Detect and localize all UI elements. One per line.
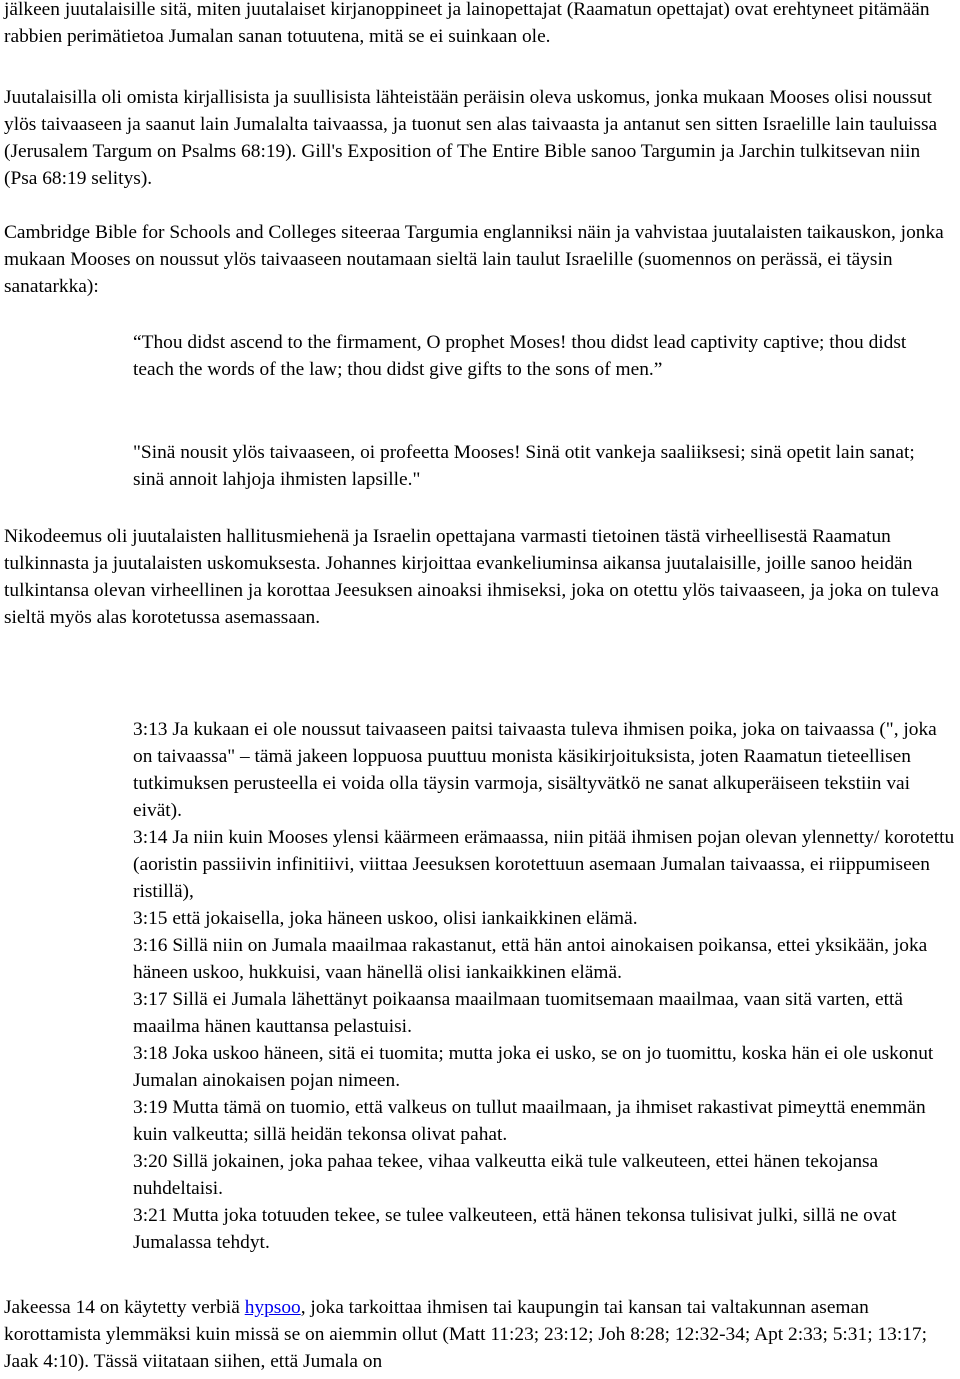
- verse-3-18: 3:18 Joka uskoo häneen, sitä ei tuomita; mutta joka ei usko, se on jo tuomittu, koska hän ei ole uskonut Jumalan ainokaisen pojan nimeen.: [133, 1043, 934, 1091]
- verse-3-15: 3:15 että jokaisella, joka häneen uskoo, olisi iankaikkinen elämä.: [133, 908, 638, 929]
- intro-paragraph-continued: jälkeen juutalaisille sitä, miten juutalaiset kirjanoppineet ja lainopettajat (Raamatun opettajat) ovat erehtyneet pitämään rabbien perimätietoa Jumalan sanan totuutena, mitä se ei suinkaan ole.: [4, 0, 930, 47]
- paragraph-hypsoo-start: Jakeessa 14 on käytetty verbiä: [4, 1297, 245, 1318]
- verse-3-20: 3:20 Sillä jokainen, joka pahaa tekee, vihaa valkeutta eikä tule valkeuteen, ettei hänen tekojansa nuhdeltaisi.: [133, 1151, 879, 1199]
- verse-3-21: 3:21 Mutta joka totuuden tekee, se tulee valkeuteen, että hänen tekonsa tulisivat julki, sillä ne ovat Jumalassa tehdyt.: [133, 1205, 897, 1253]
- hypsoo-link[interactable]: hypsoo: [244, 1297, 301, 1318]
- quote-finnish: "Sinä nousit ylös taivaaseen, oi profeetta Mooses! Sinä otit vankeja saaliiksesi; sinä opetit lain sanat; sinä annoit lahjoja ihmisten lapsille.": [133, 442, 915, 490]
- paragraph-nicodemus: Nikodeemus oli juutalaisten hallitusmiehenä ja Israelin opettajana varmasti tietoinen tästä virheellisestä Raamatun tulkinnasta ja juutalaisten uskomuksesta. Johannes kirjoittaa evankeliuminsa aikansa juutalaisille, joille sanoo heidän tulkintansa olevan virheellinen ja korottaa Jeesuksen ainoaksi ihmiseksi, joka on otettu ylös taivaaseen, ja joka on tuleva sieltä myös alas korotetussa asemassaan.: [4, 526, 939, 628]
- verse-3-17: 3:17 Sillä ei Jumala lähettänyt poikaansa maailmaan tuomitsemaan maailmaa, vaan sitä varten, että maailma hänen kauttansa pelastuisi.: [133, 989, 903, 1037]
- quote-english: “Thou didst ascend to the firmament, O prophet Moses! thou didst lead captivity captive; thou didst teach the words of the law; thou didst give gifts to the sons of men.”: [133, 332, 907, 380]
- verse-3-16: 3:16 Sillä niin on Jumala maailmaa rakastanut, että hän antoi ainokaisen poikansa, ettei yksikään, joka häneen uskoo, hukkuisi, vaan hänellä olisi iankaikkinen elämä.: [133, 935, 928, 983]
- paragraph-cambridge-bible: Cambridge Bible for Schools and Colleges siteeraa Targumia englanniksi näin ja vahvistaa juutalaisten taikauskon, jonka mukaan Mooses on noussut ylös taivaaseen noutamaan sieltä lain taulut Israelille (suomennos on perässä, ei täysin sanatarkka):: [4, 222, 944, 297]
- paragraph-hypsoo-rest: , joka tarkoittaa ihmisen tai kaupungin tai kansan tai valtakunnan aseman korottamista ylemmäksi kuin missä se on aiemmin ollut (Matt 11:23; 23:12; Joh 8:28; 12:32-34; Apt 2:33; 5:31; 13:17; Jaak 4:10). Tässä viitataan siihen, että Jumala on: [4, 1297, 927, 1372]
- verse-3-13: 3:13 Ja kukaan ei ole noussut taivaaseen paitsi taivaasta tuleva ihmisen poika, joka on taivaassa (", joka on taivaassa" – tämä jakeen loppuosa puuttuu monista käsikirjoituksista, joten Raamatun tieteellisen tutkimuksen perusteella ei voida olla täysin varmoja, sisältyvätkö ne sanat alkuperäiseen tekstiin vai eivät).: [133, 719, 937, 821]
- paragraph-jewish-belief: Juutalaisilla oli omista kirjallisista ja suullisista lähteistään peräisin oleva uskomus, jonka mukaan Mooses olisi noussut ylös taivaaseen ja saanut lain Jumalalta taivaassa, ja tuonut sen alas taivaasta ja antanut sen sitten Israelille lain tauluissa (Jerusalem Targum on Psalms 68:19). Gill's Exposition of The Entire Bible sanoo Targumin ja Jarchin tulkitsevan niin (Psa 68:19 selitys).: [4, 87, 938, 189]
- verse-list: [133, 716, 959, 1256]
- verse-3-14: 3:14 Ja niin kuin Mooses ylensi käärmeen erämaassa, niin pitää ihmisen pojan olevan ylennetty/ korotettu (aoristin passiivin infinitiivi, viittaa Jeesuksen korotettuun asemaan Jumalan taivaassa, ei riippumiseen ristillä),: [133, 827, 955, 902]
- paragraph-hypsoo: [4, 1294, 958, 1375]
- verse-3-19: 3:19 Mutta tämä on tuomio, että valkeus on tullut maailmaan, ja ihmiset rakastivat pimeyttä enemmän kuin valkeutta; sillä heidän tekonsa olivat pahat.: [133, 1097, 926, 1145]
